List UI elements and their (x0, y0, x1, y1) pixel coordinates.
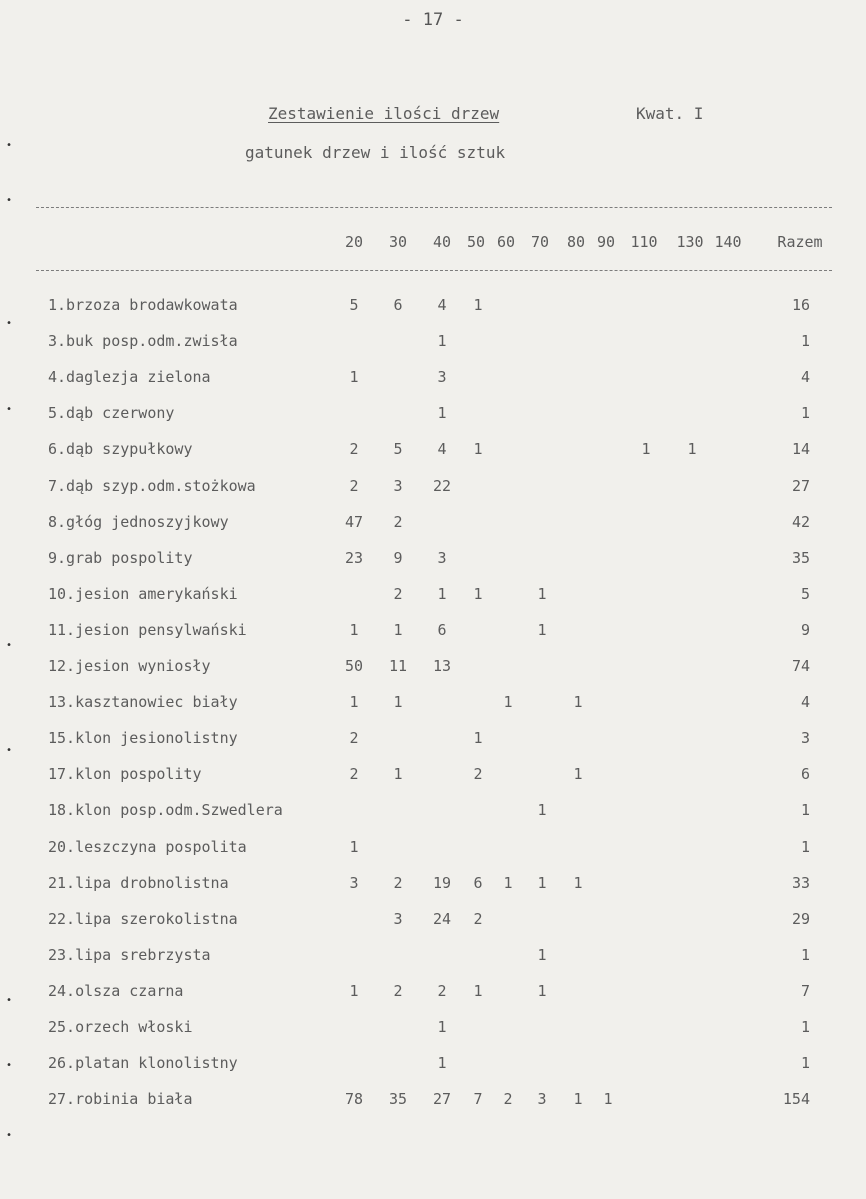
table-row (0, 296, 866, 320)
species-name: 15.klon jesionolistny (48, 729, 238, 748)
count-cell-20: 5 (349, 296, 359, 314)
page-number: - 17 - (402, 10, 464, 30)
count-cell-40: 1 (437, 1054, 447, 1073)
count-cell-40: 1 (437, 584, 447, 603)
count-cell-40: 2 (437, 981, 447, 1000)
count-cell-30: 35 (388, 1090, 408, 1109)
margin-mark: • (6, 640, 13, 651)
count-cell-70: 1 (537, 945, 547, 964)
row-total: 1 (800, 1054, 810, 1073)
count-cell-30: 2 (393, 981, 403, 1000)
column-header-110: 110 (630, 233, 658, 251)
species-name: 7.dąb szyp.odm.stożkowa (48, 476, 256, 495)
count-cell-30: 11 (388, 657, 408, 675)
column-header-130: 130 (676, 233, 704, 251)
table-row (0, 729, 866, 753)
row-total: 35 (791, 548, 810, 567)
count-cell-40: 1 (437, 332, 447, 351)
count-cell-90: 1 (603, 1090, 613, 1109)
count-cell-30: 3 (393, 909, 403, 928)
count-cell-40: 1 (437, 1018, 447, 1036)
document-title: Zestawienie ilości drzew (268, 104, 500, 123)
margin-mark: • (6, 1130, 13, 1141)
count-cell-50: 1 (473, 584, 483, 603)
header-bottom-rule (36, 270, 832, 271)
row-total: 1 (800, 1018, 810, 1036)
table-row (0, 332, 866, 356)
row-total: 4 (800, 368, 810, 387)
count-cell-40: 3 (437, 548, 447, 567)
species-name: 6.dąb szypułkowy (48, 440, 193, 459)
species-name: 5.dąb czerwony (48, 404, 175, 423)
row-total: 74 (791, 657, 810, 675)
row-total: 33 (791, 873, 810, 892)
count-cell-30: 1 (393, 693, 403, 712)
row-total: 29 (791, 909, 810, 928)
table-row (0, 982, 866, 1006)
margin-mark: • (6, 140, 13, 151)
table-row (0, 765, 866, 789)
count-cell-20: 78 (344, 1090, 364, 1109)
margin-mark: • (6, 995, 13, 1006)
species-name: 17.klon pospolity (48, 765, 202, 784)
column-header-50: 50 (466, 233, 486, 251)
row-total: 14 (791, 440, 810, 459)
species-name: 8.głóg jednoszyjkowy (48, 512, 229, 531)
table-row (0, 693, 866, 717)
count-cell-60: 1 (503, 693, 513, 712)
count-cell-20: 1 (349, 693, 359, 712)
row-total: 6 (800, 765, 810, 784)
species-name: 21.lipa drobnolistna (48, 873, 229, 892)
count-cell-70: 1 (537, 801, 547, 820)
count-cell-30: 2 (393, 584, 403, 603)
species-name: 9.grab pospolity (48, 548, 193, 567)
count-cell-70: 1 (537, 981, 547, 1000)
count-cell-30: 5 (393, 440, 403, 459)
row-total: 1 (800, 837, 810, 856)
count-cell-30: 6 (393, 296, 403, 314)
count-cell-20: 1 (349, 368, 359, 387)
count-cell-130: 1 (687, 440, 697, 459)
count-cell-40: 4 (437, 296, 447, 314)
column-header-40: 40 (432, 233, 452, 251)
table-row (0, 621, 866, 645)
count-cell-80: 1 (573, 765, 583, 784)
count-cell-40: 4 (437, 440, 447, 459)
row-total: 16 (791, 296, 810, 314)
row-total: 1 (800, 332, 810, 351)
count-cell-50: 1 (473, 981, 483, 1000)
species-name: 3.buk posp.odm.zwisła (48, 332, 238, 351)
species-name: 25.orzech włoski (48, 1018, 193, 1036)
table-row (0, 368, 866, 392)
count-cell-30: 1 (393, 620, 403, 639)
column-header-90: 90 (596, 233, 616, 251)
count-cell-40: 27 (432, 1090, 452, 1109)
row-total: 1 (800, 801, 810, 820)
row-total: 1 (800, 945, 810, 964)
count-cell-40: 6 (437, 620, 447, 639)
document-subtitle: gatunek drzew i ilość sztuk (245, 143, 506, 162)
count-cell-70: 1 (537, 584, 547, 603)
count-cell-50: 2 (473, 909, 483, 928)
table-row (0, 946, 866, 970)
count-cell-20: 47 (344, 512, 364, 531)
table-row (0, 585, 866, 609)
count-cell-20: 2 (349, 476, 359, 495)
column-header-20: 20 (344, 233, 364, 251)
species-name: 10.jesion amerykański (48, 584, 238, 603)
column-header-60: 60 (496, 233, 516, 251)
count-cell-20: 1 (349, 620, 359, 639)
row-total: 154 (782, 1090, 810, 1109)
margin-mark: • (6, 1060, 13, 1071)
table-row (0, 1054, 866, 1078)
quarter-label: Kwat. I (636, 104, 704, 123)
count-cell-30: 9 (393, 548, 403, 567)
count-cell-50: 6 (473, 873, 483, 892)
count-cell-30: 2 (393, 512, 403, 531)
row-total: 42 (791, 512, 810, 531)
count-cell-40: 13 (432, 657, 452, 675)
row-total: 27 (791, 476, 810, 495)
count-cell-20: 1 (349, 981, 359, 1000)
count-cell-60: 1 (503, 873, 513, 892)
column-header-30: 30 (388, 233, 408, 251)
table-row (0, 1018, 866, 1042)
row-total: 9 (800, 620, 810, 639)
column-header-70: 70 (530, 233, 550, 251)
species-name: 24.olsza czarna (48, 981, 184, 1000)
row-total: 3 (800, 729, 810, 748)
count-cell-20: 2 (349, 729, 359, 748)
species-name: 12.jesion wyniosły (48, 657, 211, 675)
table-row (0, 874, 866, 898)
margin-mark: • (6, 318, 13, 329)
row-total: 4 (800, 693, 810, 712)
row-total: 7 (800, 981, 810, 1000)
column-header-140: 140 (714, 233, 742, 251)
count-cell-80: 1 (573, 873, 583, 892)
count-cell-40: 22 (432, 476, 452, 495)
count-cell-50: 1 (473, 729, 483, 748)
species-name: 27.robinia biała (48, 1090, 193, 1109)
margin-mark: • (6, 404, 13, 415)
table-row (0, 513, 866, 537)
row-total: 1 (800, 404, 810, 423)
count-cell-80: 1 (573, 1090, 583, 1109)
count-cell-40: 24 (432, 909, 452, 928)
species-name: 13.kasztanowiec biały (48, 693, 238, 712)
count-cell-70: 3 (537, 1090, 547, 1109)
table-row (0, 1090, 866, 1114)
count-cell-40: 19 (432, 873, 452, 892)
table-row (0, 404, 866, 428)
count-cell-40: 3 (437, 368, 447, 387)
count-cell-20: 2 (349, 440, 359, 459)
table-row (0, 801, 866, 825)
species-name: 1.brzoza brodawkowata (48, 296, 238, 314)
count-cell-30: 3 (393, 476, 403, 495)
count-cell-110: 1 (641, 440, 651, 459)
count-cell-40: 1 (437, 404, 447, 423)
species-name: 20.leszczyna pospolita (48, 837, 247, 856)
species-name: 26.platan klonolistny (48, 1054, 238, 1073)
table-row (0, 910, 866, 934)
count-cell-50: 2 (473, 765, 483, 784)
count-cell-50: 1 (473, 296, 483, 314)
table-row (0, 657, 866, 681)
table-row (0, 440, 866, 464)
count-cell-20: 2 (349, 765, 359, 784)
count-cell-30: 1 (393, 765, 403, 784)
margin-mark: • (6, 745, 13, 756)
table-top-rule (36, 207, 832, 208)
row-total: 5 (800, 584, 810, 603)
count-cell-30: 2 (393, 873, 403, 892)
species-name: 18.klon posp.odm.Szwedlera (48, 801, 283, 820)
species-name: 11.jesion pensylwański (48, 620, 247, 639)
table-row (0, 477, 866, 501)
count-cell-50: 7 (473, 1090, 483, 1109)
column-header-razem: Razem (777, 233, 823, 251)
count-cell-20: 1 (349, 837, 359, 856)
count-cell-20: 50 (344, 657, 364, 675)
count-cell-50: 1 (473, 440, 483, 459)
count-cell-20: 23 (344, 548, 364, 567)
count-cell-60: 2 (503, 1090, 513, 1109)
count-cell-70: 1 (537, 620, 547, 639)
column-header-80: 80 (566, 233, 586, 251)
count-cell-70: 1 (537, 873, 547, 892)
table-row (0, 549, 866, 573)
count-cell-20: 3 (349, 873, 359, 892)
table-row (0, 838, 866, 862)
margin-mark: • (6, 195, 13, 206)
species-name: 23.lipa srebrzysta (48, 945, 211, 964)
species-name: 4.daglezja zielona (48, 368, 211, 387)
count-cell-80: 1 (573, 693, 583, 712)
species-name: 22.lipa szerokolistna (48, 909, 238, 928)
